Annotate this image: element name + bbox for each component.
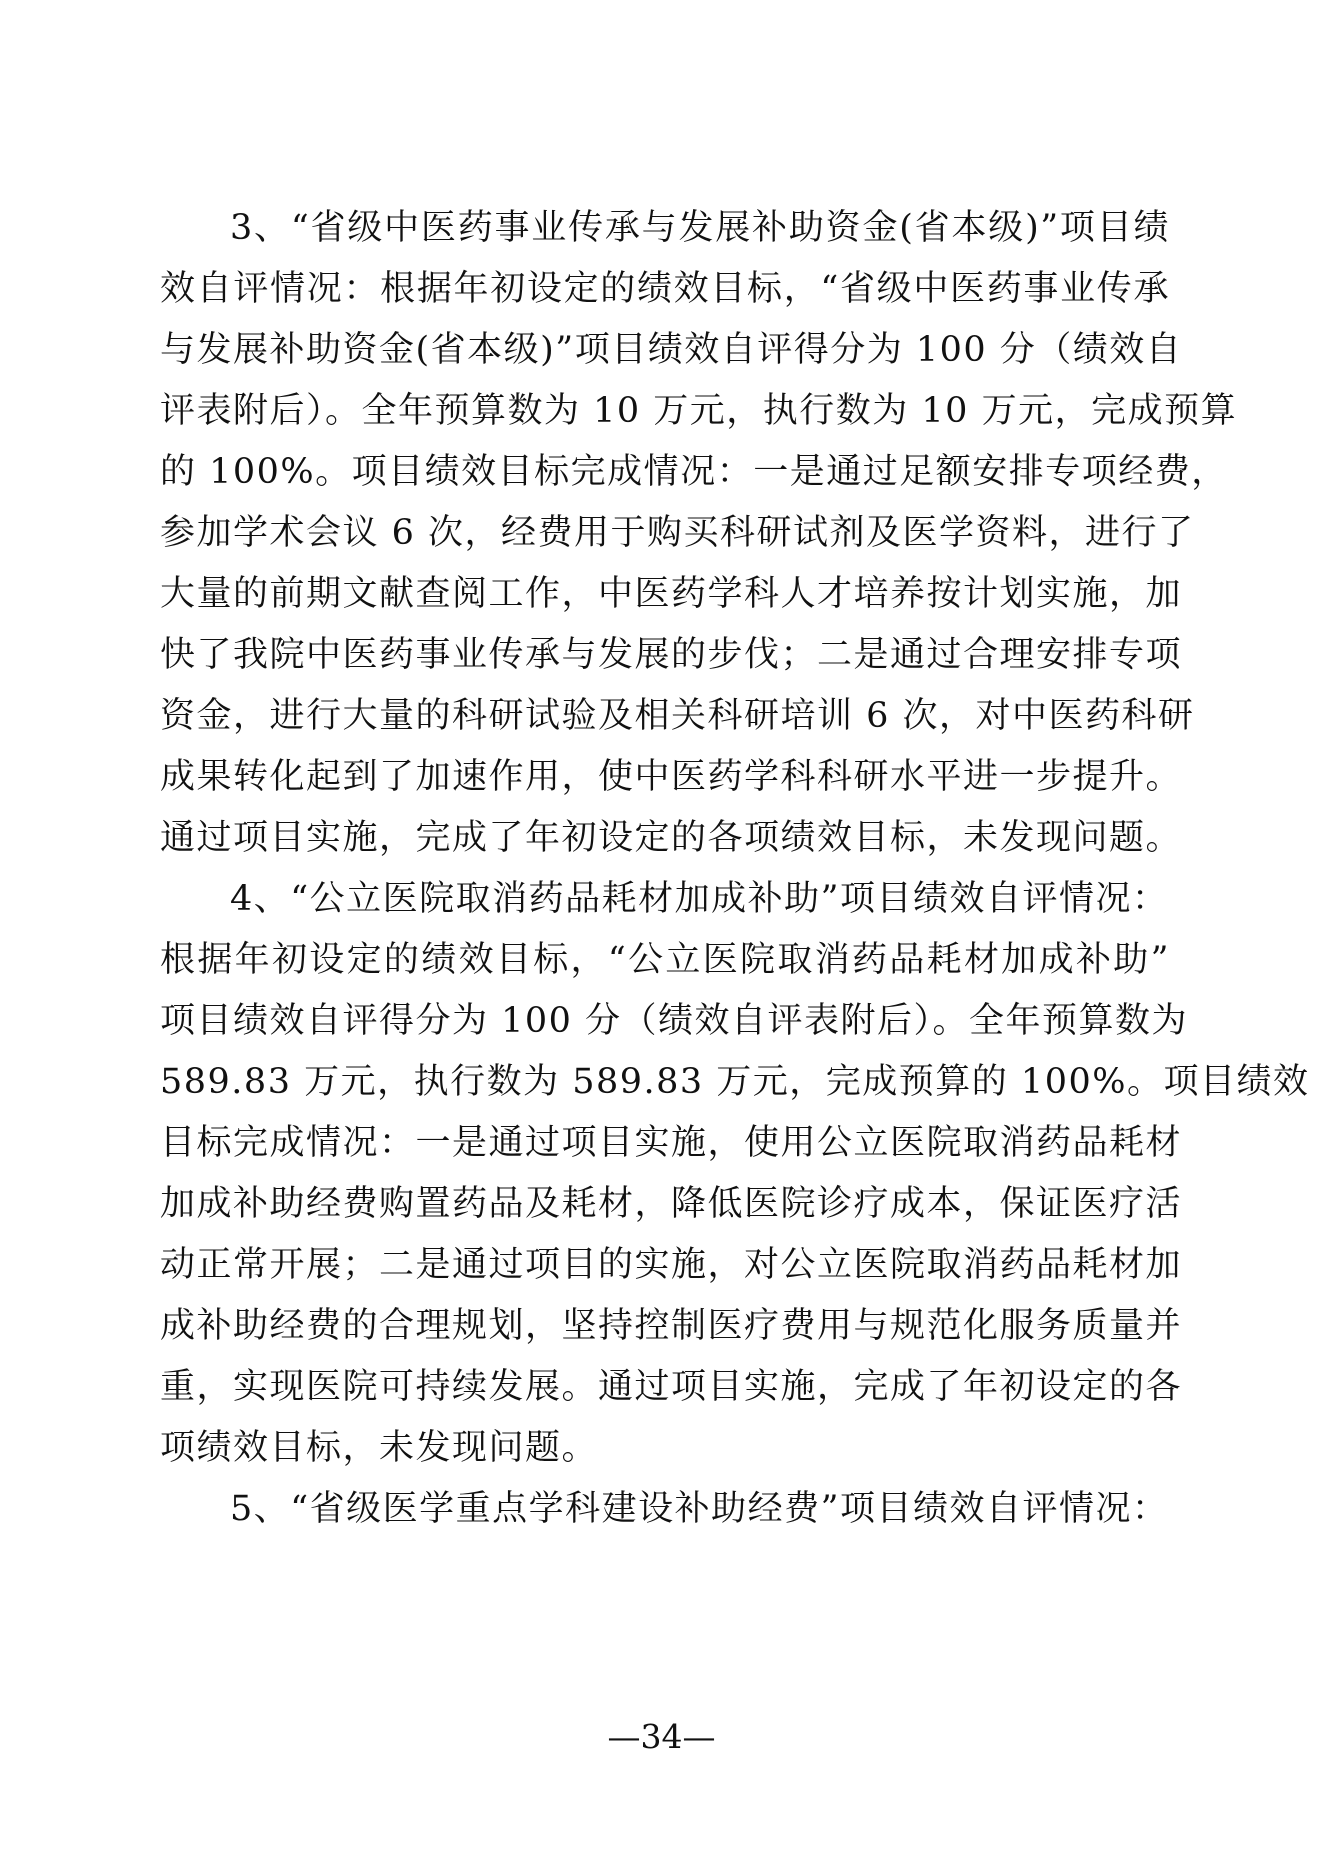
text-line: 动正常开展；二是通过项目的实施，对公立医院取消药品耗材加 xyxy=(160,1245,1183,1285)
text-line: 与发展补助资金(省本级)”项目绩效自评得分为 100 分（绩效自 xyxy=(160,330,1183,370)
text-line: 成补助经费的合理规划，坚持控制医疗费用与规范化服务质量并 xyxy=(160,1306,1183,1346)
text-line: 成果转化起到了加速作用，使中医药学科科研水平进一步提升。 xyxy=(160,757,1183,797)
text-line: 快了我院中医药事业传承与发展的步伐；二是通过合理安排专项 xyxy=(160,635,1183,675)
text-line: 资金，进行大量的科研试验及相关科研培训 6 次，对中医药科研 xyxy=(160,696,1195,736)
text-line: 项绩效目标，未发现问题。 xyxy=(160,1428,599,1468)
text-line: 项目绩效自评得分为 100 分（绩效自评表附后）。全年预算数为 xyxy=(160,1001,1189,1041)
text-line: 目标完成情况：一是通过项目实施，使用公立医院取消药品耗材 xyxy=(160,1123,1183,1163)
text-line: 通过项目实施，完成了年初设定的各项绩效目标，未发现问题。 xyxy=(160,818,1183,858)
text-line: 3、“省级中医药事业传承与发展补助资金(省本级)”项目绩 xyxy=(230,208,1170,248)
text-line: 效自评情况：根据年初设定的绩效目标，“省级中医药事业传承 xyxy=(160,269,1170,309)
text-line: 5、“省级医学重点学科建设补助经费”项目绩效自评情况： xyxy=(230,1489,1169,1529)
text-line: 重，实现医院可持续发展。通过项目实施，完成了年初设定的各 xyxy=(160,1367,1183,1407)
text-line: 根据年初设定的绩效目标，“公立医院取消药品耗材加成补助” xyxy=(160,940,1170,980)
text-line: 参加学术会议 6 次，经费用于购买科研试剂及医学资料，进行了 xyxy=(160,513,1195,553)
text-line: 4、“公立医院取消药品耗材加成补助”项目绩效自评情况： xyxy=(230,879,1169,919)
text-line: 评表附后）。全年预算数为 10 万元，执行数为 10 万元，完成预算 xyxy=(160,391,1238,431)
page-number: —34— xyxy=(607,1717,716,1756)
text-line: 加成补助经费购置药品及耗材，降低医院诊疗成本，保证医疗活 xyxy=(160,1184,1183,1224)
text-line: 大量的前期文献查阅工作，中医药学科人才培养按计划实施，加 xyxy=(160,574,1183,614)
text-line: 的 100%。项目绩效目标完成情况：一是通过足额安排专项经费， xyxy=(160,452,1228,492)
text-line: 589.83 万元，执行数为 589.83 万元，完成预算的 100%。项目绩效 xyxy=(160,1062,1310,1102)
